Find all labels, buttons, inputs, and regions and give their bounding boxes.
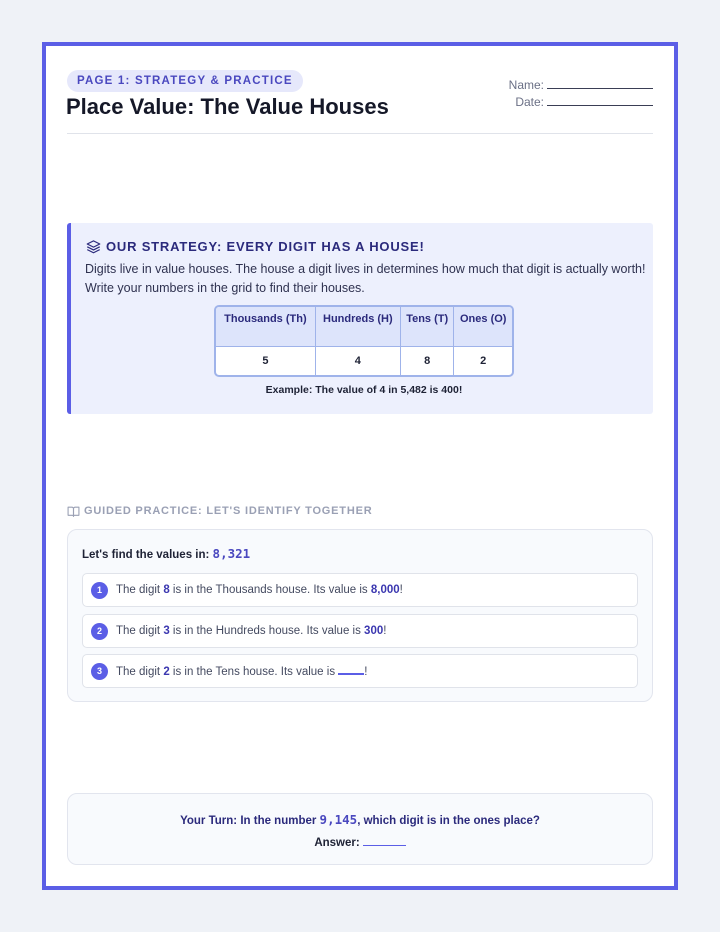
- step-number: 1: [91, 582, 108, 599]
- guided-practice-panel: [67, 529, 653, 702]
- digit-cell-ones: 2: [480, 355, 487, 367]
- book-icon: [67, 505, 80, 518]
- name-label: Name:: [508, 78, 544, 92]
- step-number: 2: [91, 623, 108, 640]
- guided-prompt-text: Let's find the values in:: [82, 549, 210, 561]
- your-turn-answer: [68, 835, 652, 849]
- worksheet-page: [42, 42, 678, 890]
- answer-blank[interactable]: [338, 664, 364, 675]
- page-title: Place Value: The Value Houses: [66, 94, 389, 119]
- digit-cell-thousands: 5: [216, 347, 316, 375]
- list-item: [82, 654, 638, 688]
- place-value-table: [214, 305, 514, 377]
- strategy-panel: [67, 223, 653, 414]
- list-item: [82, 573, 638, 607]
- digit-cell-hundreds: 4: [316, 347, 401, 375]
- step-text: The digit 2 is in the Tens house. Its value is !: [116, 666, 368, 678]
- column-header-hundreds: Hundreds (H): [316, 307, 401, 347]
- column-header-thousands: Thousands (Th): [216, 307, 316, 347]
- layers-icon: [86, 239, 101, 254]
- name-row: [509, 77, 653, 94]
- strategy-heading-text: OUR STRATEGY: EVERY DIGIT HAS A HOUSE!: [106, 238, 425, 254]
- answer-label: Answer:: [314, 837, 360, 849]
- date-row: [509, 94, 653, 111]
- page-badge: PAGE 1: STRATEGY & PRACTICE: [67, 70, 303, 92]
- guided-prompt: [82, 546, 250, 561]
- step-text: The digit 8 is in the Thousands house. Its value is 8,000!: [116, 584, 403, 596]
- strategy-text: Digits live in value houses. The house a digit lives in determines how much that digit is actually worth! Write your numbers in the grid to find their houses.: [85, 262, 646, 295]
- answer-field[interactable]: [363, 835, 406, 846]
- guided-number: 8,321: [212, 546, 251, 561]
- digit-cell-tens: 8: [401, 347, 455, 375]
- date-label: Date:: [515, 95, 544, 109]
- strategy-example: Example: The value of 4 in 5,482 is 400!: [265, 384, 463, 396]
- name-date-block: [509, 77, 653, 111]
- column-header-ones: Ones (O): [454, 307, 512, 347]
- strategy-heading: [86, 237, 425, 255]
- list-item: [82, 614, 638, 648]
- your-turn-number: 9,145: [319, 812, 358, 827]
- your-turn-question: Your Turn: In the number 9,145, which digit is in the ones place?: [180, 812, 540, 827]
- name-field[interactable]: [547, 77, 653, 89]
- table-header-row: [216, 307, 512, 347]
- guided-heading: [67, 504, 372, 518]
- date-field[interactable]: [547, 94, 653, 106]
- guided-heading-text: GUIDED PRACTICE: LET'S IDENTIFY TOGETHER: [84, 505, 373, 517]
- header-divider: [67, 133, 653, 134]
- step-text: The digit 3 is in the Hundreds house. Its value is 300!: [116, 625, 387, 637]
- table-row: [216, 347, 512, 375]
- step-number: 3: [91, 663, 108, 680]
- your-turn-panel: [67, 793, 653, 865]
- column-header-tens: Tens (T): [401, 307, 455, 347]
